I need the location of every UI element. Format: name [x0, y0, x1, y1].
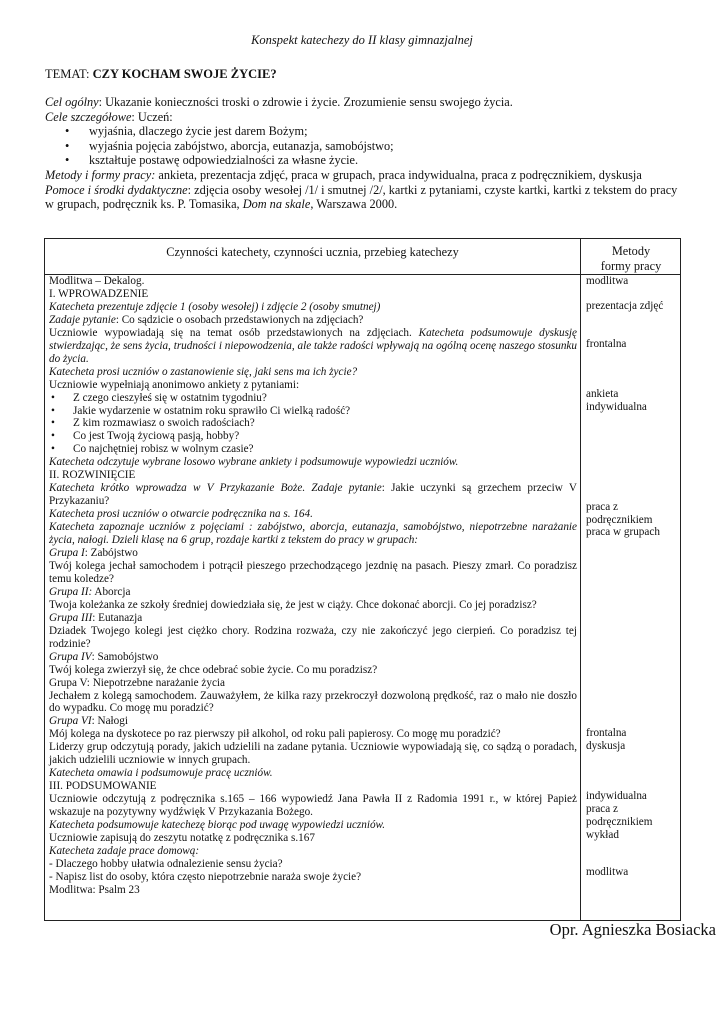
method-label: prezentacja zdjęć	[586, 300, 664, 312]
survey-questions	[49, 392, 577, 457]
list-item: • Co jest Twoją życiową pasją, hobby?	[73, 430, 577, 443]
author-signature: Opr. Agnieszka Bosiacka	[549, 920, 716, 939]
page-header: Konspekt katechezy do II klasy gimnazjalnej	[251, 33, 473, 47]
table-header-methods: Metody formy pracy	[600, 244, 662, 273]
column-divider	[580, 239, 581, 920]
method-label: praca w grupach	[586, 526, 660, 538]
specific-goals-list	[45, 124, 680, 168]
method-label: praca z podręcznikiem	[586, 501, 653, 526]
lesson-course: Modlitwa – Dekalog. I. WPROWADZENIE Katecheta prezentuje zdjęcie 1 (osoby wesołej) i zdjęcie 2 (osoby smutnej) Zadaje pytanie: Co sądzicie o osobach przedstawionych na zdjęciach? Uczniowie wypowiadają się na temat osób przedstawionych na zdjęciach. Katecheta podsumowuje dyskusję stwierdzając, że sens życia, trudności i niepowodzenia, ale także radości wpływają na ogólną ocenę naszego stosunku do życia. Katecheta prosi uczniów o zastanowienie się, jaki sens ma ich życie? Uczniowie wypełniają anonimowo ankiety z pytaniami: • Z czego cieszyłeś się w ostatnim tygodniu? • Jakie wydarzenie w ostatnim roku sprawiło Ci wielką radość? • Z kim rozmawiasz o swoich radościach? • Co jest Twoją życiową pasją, hobby? • Co najchętniej robisz w wolnym czasie? Katecheta odczytuje wybrane losowo wybrane ankiety i podsumowuje wypowiedzi uczniów. II. ROZWINIĘCIE Katecheta krótko wprowadza w V Przykazanie Boże. Zadaje pytanie: Jakie uczynki są grzechem przeciw V Przykazaniu? Katecheta prosi uczniów o otwarcie podręcznika na s. 164. Katecheta zapoznaje uczniów z pojęciami : zabójstwo, aborcja, eutanazja, samobójstwo, niepotrzebne narażanie życia, nałogi. Dzieli klasę na 6 grup, rozdaje kartki z tekstem do pracy w grupach: Grupa I: Zabójstwo Twój kolega jechał samochodem i potrącił pieszego przechodzącego jezdnię na pasach. Pieszy zmarł. Co poradzisz temu koledze? Grupa II: Aborcja Twoja koleżanka ze szkoły średniej dowiedziała się, że jest w ciąży. Chce dokonać aborcji. Co jej poradzisz? Grupa III: Eutanazja Dziadek Twojego kolegi jest ciężko chory. Rodzina rozważa, czy nie zakończyć jego cierpień. Co poradzisz tej rodzinie? Grupa IV: Samobójstwo Twój kolega zwierzył się, że chce odebrać sobie życie. Co mu poradzisz? Grupa V: Niepotrzebne narażanie życia Jechałem z kolegą samochodem. Zauważyłem, że kilka razy przekroczył dozwoloną prędkość, raz o mało nie doszło do wypadku. Co mogę mu poradzić? Grupa VI: Nałogi Mój kolega na dyskotece po raz pierwszy pił alkohol, od roku pali papierosy. Co mogę mu poradzić? Liderzy grup odczytują porady, jakich udzielili na zadane pytania. Uczniowie wypowiadają się, co sądzą o poradach, jakich udzielili uczniowie w innych grupach. Katecheta omawia i podsumowuje pracę uczniów. III. PODSUMOWANIE Uczniowie odczytują z podręcznika s.165 – 166 wypowiedź Jana Pawła II z Radomia 1991 r., w której Papież wskazuje na pozytywny wydźwięk V Przykazania Bożego. Katecheta podsumowuje katechezę biorąc pod uwagę wypowiedzi uczniów. Uczniowie zapisują do zeszytu notatkę z podręcznika s.167 Katecheta zadaje prace domową: - Dlaczego hobby ułatwia odnalezienie sensu życia? - Napisz list do osoby, która często niepotrzebnie naraża swoje życie? Modlitwa: Psalm 23	[49, 275, 577, 897]
method-label: frontalna	[586, 338, 627, 350]
list-item: • wyjaśnia pojęcia zabójstwo, aborcja, eutanazja, samobójstwo;	[89, 139, 680, 154]
lesson-table	[44, 238, 681, 921]
method-label: indywidualna praca z podręcznikiem wykład	[586, 790, 653, 841]
method-label: modlitwa	[586, 866, 629, 878]
table-header-activities: Czynności katechety, czynności ucznia, przebieg katechezy	[166, 245, 459, 259]
general-goal: Cel ogólny: Ukazanie konieczności troski o zdrowie i życie. Zrozumienie sensu swojego życia.	[45, 95, 513, 109]
method-label: frontalna dyskusja	[586, 727, 627, 752]
section-heading: I. WPROWADZENIE	[49, 287, 149, 300]
list-item: • wyjaśnia, dlaczego życie jest darem Bożym;	[89, 124, 680, 139]
list-item: • Z kim rozmawiasz o swoich radościach?	[73, 417, 577, 430]
topic-label: TEMAT:	[45, 67, 93, 81]
lesson-goals	[45, 95, 680, 212]
list-item: • kształtuje postawę odpowiedzialności za własne życie.	[89, 153, 680, 168]
list-item: • Jakie wydarzenie w ostatnim roku sprawiło Ci wielką radość?	[73, 405, 577, 418]
aids-line: Pomoce i środki dydaktyczne: zdjęcia osoby wesołej /1/ i smutnej /2/, kartki z pytaniami, czyste kartki, kartki z tekstem do pracy w grupach, podręcznik ks. P. Tomasika, Dom na skale, Warszawa 2000.	[45, 182, 678, 212]
methods-line: Metody i formy pracy: ankieta, prezentacja zdjęć, praca w grupach, praca indywidualna, praca z podręcznikiem, dyskusja	[45, 167, 642, 182]
topic-value: CZY KOCHAM SWOJE ŻYCIE?	[92, 67, 277, 81]
section-heading: III. PODSUMOWANIE	[49, 780, 157, 793]
method-label: modlitwa	[586, 275, 629, 287]
specific-goals: Cele szczegółowe: Uczeń:	[45, 109, 173, 124]
list-item: • Co najchętniej robisz w wolnym czasie?	[73, 443, 577, 456]
method-label: ankieta indywidualna	[586, 388, 647, 413]
list-item: • Z czego cieszyłeś się w ostatnim tygodniu?	[73, 392, 577, 405]
lesson-topic	[45, 67, 277, 82]
section-heading: II. ROZWINIĘCIE	[49, 469, 136, 482]
